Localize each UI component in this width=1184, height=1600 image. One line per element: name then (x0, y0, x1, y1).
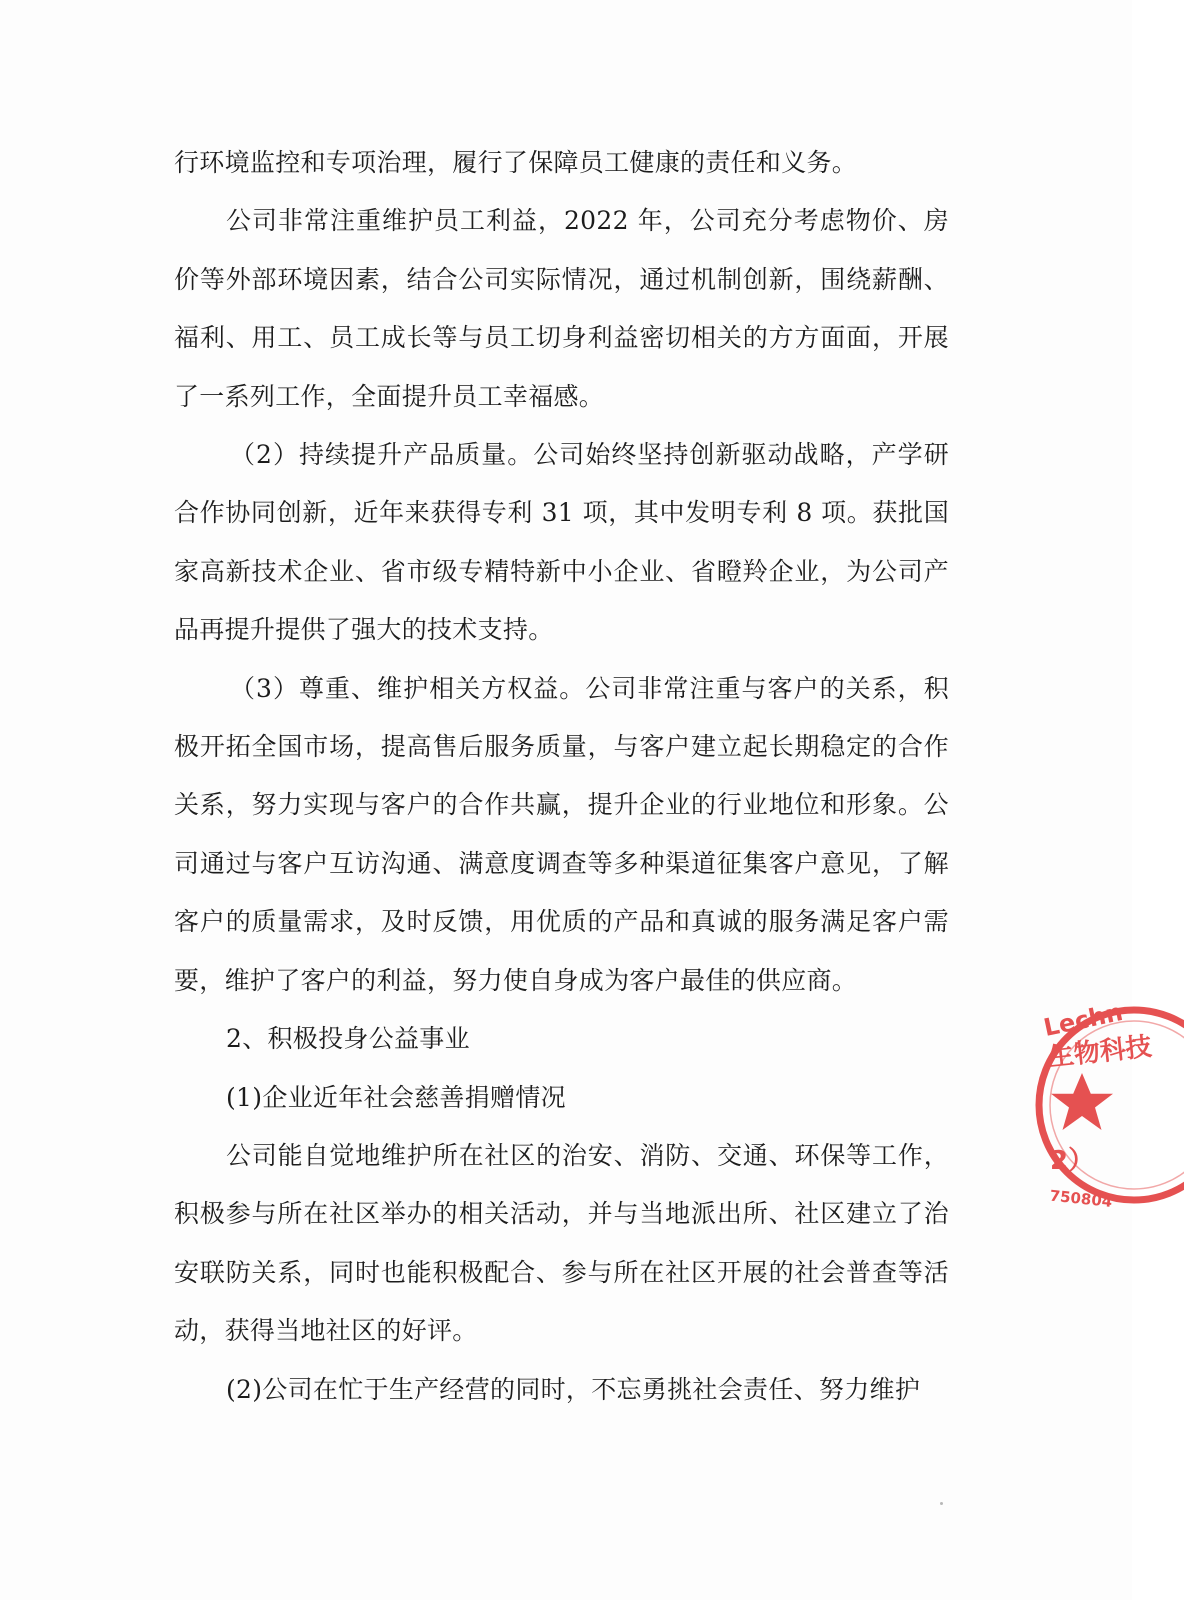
scan-speck (940, 1502, 943, 1505)
paragraph-2: 公司非常注重维护员工利益，2022 年，公司充分考虑物价、房价等外部环境因素，结合公司实际情况，通过机制创新，围绕薪酬、福利、用工、员工成长等与员工切身利益密切相关的方方面面，开展了一系列工作，全面提升员工幸福感。 (174, 206, 949, 411)
paragraph-4: （3）尊重、维护相关方权益。公司非常注重与客户的关系，积极开拓全国市场，提高售后服务质量，与客户建立起长期稳定的合作关系，努力实现与客户的合作共赢，提升企业的行业地位和形象。公司通过与客户互访沟通、满意度调查等多种渠道征集客户意见，了解客户的质量需求，及时反馈，用优质的产品和真诚的服务满足客户需要，维护了客户的利益，努力使自身成为客户最佳的供应商。 (174, 673, 949, 995)
seal-text-top: Lechn (1041, 997, 1126, 1042)
star-icon (1051, 1073, 1113, 1130)
paragraph-7: 公司能自觉地维护所在社区的治安、消防、交通、环保等工作，积极参与所在社区举办的相关活动，并与当地派出所、社区建立了治安联防关系，同时也能积极配合、参与所在社区开展的社会普查等活动，获得当地社区的好评。 (174, 1140, 949, 1346)
seal-text-left: 2） (1050, 1146, 1095, 1176)
seal-text-bottom: 750804 (1048, 1186, 1114, 1211)
document-body (174, 134, 949, 1419)
paragraph-8: (2)公司在忙于生产经营的同时，不忘勇挑社会责任、努力维护 (226, 1374, 921, 1404)
subsection-heading-1: (1)企业近年社会慈善捐赠情况 (226, 1082, 566, 1112)
company-seal (1034, 985, 1184, 1225)
paragraph-1: 行环境监控和专项治理，履行了保障员工健康的责任和义务。 (174, 148, 858, 177)
paragraph-3: （2）持续提升产品质量。公司始终坚持创新驱动战略，产学研合作协同创新，近年来获得专利 31 项，其中发明专利 8 项。获批国家高新技术企业、省市级专精特新中小企业、省瞪羚企业，为公司产品再提升提供了强大的技术支持。 (174, 440, 949, 645)
seal-text-mid: 生物科技 (1046, 1031, 1154, 1073)
section-heading-2: 2、积极投身公益事业 (226, 1024, 470, 1054)
